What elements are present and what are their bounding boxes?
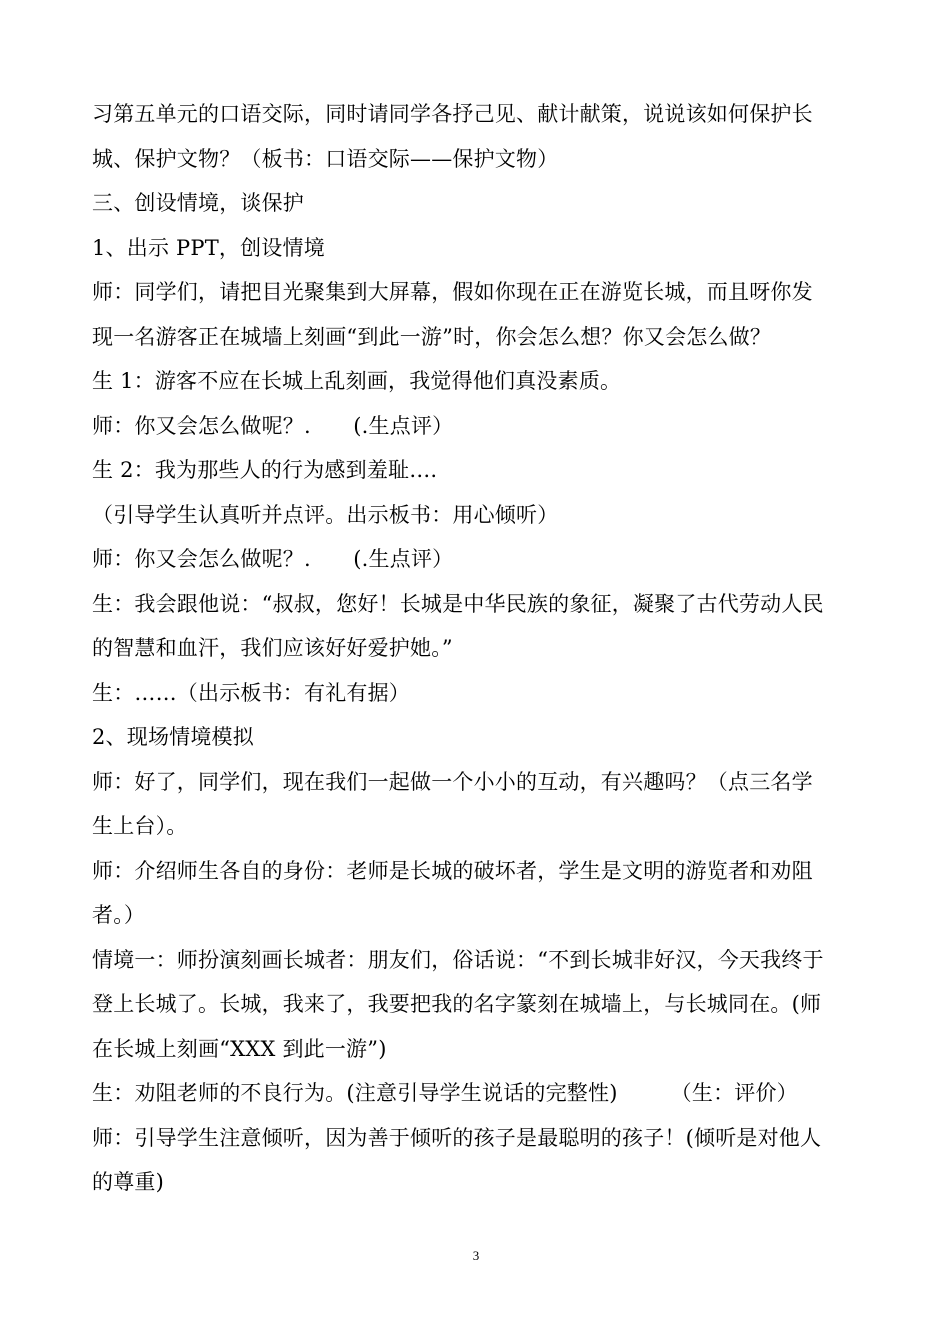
text-line-14: 生：……（出示板书：有礼有据） <box>92 680 410 705</box>
text-line-2: 城、保护文物？（板书：口语交际——保护文物） <box>92 146 559 171</box>
text-line-20: 情境一：师扮演刻画长城者：朋友们，俗话说：“不到长城非好汉，今天我终于 <box>92 947 824 972</box>
text-line-24: 师：引导学生注意倾听，因为善于倾听的孩子是最聪明的孩子！(倾听是对他人 <box>92 1125 822 1150</box>
subsection-heading-2: 2、现场情境模拟 <box>92 725 254 749</box>
section-heading: 三、创设情境，谈保护 <box>92 191 304 215</box>
text-line-13: 的智慧和血汗，我们应该好好爱护她。” <box>92 636 453 660</box>
text-line-18: 师：介绍师生各自的身份：老师是长城的破坏者，学生是文明的游览者和劝阻 <box>92 858 813 883</box>
text-line-22: 在长城上刻画“XXX 到此一游”) <box>92 1036 387 1061</box>
text-line-12: 生：我会跟他说：“叔叔，您好！长城是中华民族的象征，凝聚了古代劳动人民 <box>92 591 824 616</box>
text-line-5: 师：同学们，请把目光聚集到大屏幕，假如你现在正在游览长城，而且呀你发 <box>92 280 813 304</box>
text-line-7: 生 1：游客不应在长城上乱刻画，我觉得他们真没素质。 <box>92 369 622 393</box>
text-line-9: 生 2：我为那些人的行为感到羞耻…. <box>92 458 438 482</box>
text-line-16: 师：好了，同学们，现在我们一起做一个小小的互动，有兴趣吗？（点三名学 <box>92 769 813 794</box>
text-line-23: 生：劝阻老师的不良行为。(注意引导学生说话的完整性) （生：评价） <box>92 1081 798 1105</box>
text-line-25: 的尊重) <box>92 1170 164 1194</box>
subsection-heading-1: 1、出示 PPT，创设情境 <box>92 235 325 260</box>
text-line-6: 现一名游客正在城墙上刻画“到此一游”时，你会怎么想？你又会怎么做？ <box>92 324 772 349</box>
text-line-17: 生上台）。 <box>92 814 188 838</box>
text-line-10: （引导学生认真听并点评。出示板书：用心倾听） <box>92 502 559 527</box>
text-line-11: 师：你又会怎么做呢？. (.生点评） <box>92 547 454 571</box>
text-line-1: 习第五单元的口语交际，同时请同学各抒己见、献计献策，说说该如何保护长 <box>92 102 813 126</box>
page-number: 3 <box>472 1248 480 1263</box>
document-body <box>92 92 862 1205</box>
text-line-19: 者。） <box>92 903 146 927</box>
text-line-21: 登上长城了。长城，我来了，我要把我的名字篆刻在城墙上，与长城同在。(师 <box>92 992 822 1016</box>
text-line-8: 师：你又会怎么做呢？. (.生点评） <box>92 413 454 438</box>
